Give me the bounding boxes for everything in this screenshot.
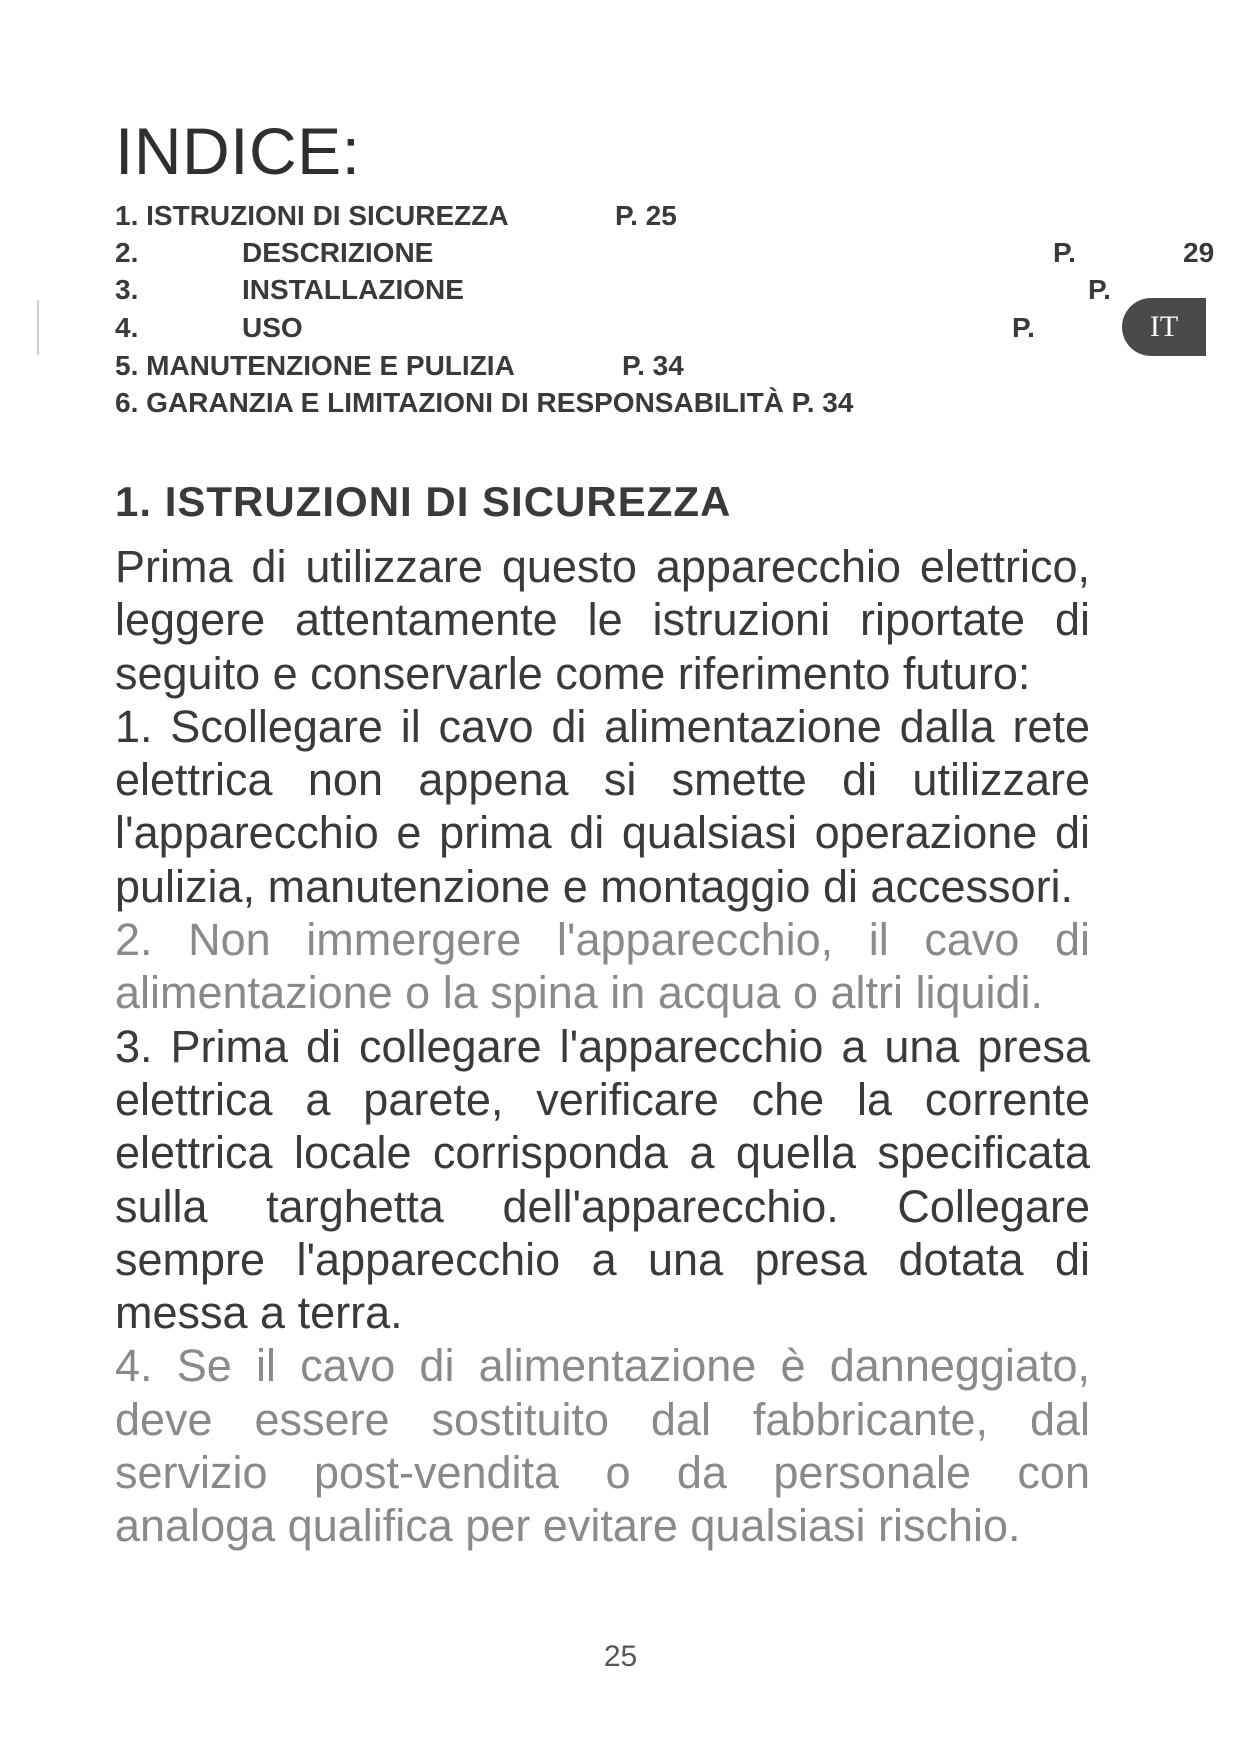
toc-item-label: 1. ISTRUZIONI DI SICUREZZA xyxy=(115,200,509,231)
toc-item-label: 6. GARANZIA E LIMITAZIONI DI RESPONSABILITÀ P. 34 xyxy=(115,387,854,418)
toc-item-label: DESCRIZIONE xyxy=(242,237,434,268)
index-title: INDICE: xyxy=(115,114,361,188)
toc-item-number: 2. xyxy=(115,237,139,268)
toc-item-page: P. xyxy=(1088,274,1111,305)
safety-instructions xyxy=(115,540,1090,1553)
section-title: 1. ISTRUZIONI DI SICUREZZA xyxy=(115,478,732,525)
intro-paragraph: Prima di utilizzare questo apparecchio elettrico, leggere attentamente le istruzioni riportate di seguito e conservarle come riferimento futuro: xyxy=(115,541,1090,699)
page-number: 25 xyxy=(603,1640,638,1673)
toc-item-page: P. 34 xyxy=(622,350,684,381)
instruction-item: 3. Prima di collegare l'apparecchio a una presa elettrica a parete, verificare che la corrente elettrica locale corrisponda a quella specificata sulla targhetta dell'apparecchio. Collegare sempre l'apparecchio a una presa dotata di messa a terra. xyxy=(115,1020,1090,1339)
toc-item-label: USO xyxy=(242,312,303,343)
toc-item-page-number: 29 xyxy=(1183,237,1215,268)
toc-item-number: 4. xyxy=(115,312,139,343)
toc-item-label: 5. MANUTENZIONE E PULIZIA xyxy=(115,350,515,381)
margin-line xyxy=(37,300,39,355)
toc-item-number: 3. xyxy=(115,274,139,305)
instruction-item: 4. Se il cavo di alimentazione è danneggiato, deve essere sostituito dal fabbricante, dal servizio post-vendita o da personale con analoga qualifica per evitare qualsiasi rischio. xyxy=(115,1340,1090,1552)
instruction-item: 1. Scollegare il cavo di alimentazione dalla rete elettrica non appena si smette di utilizzare l'apparecchio e prima di qualsiasi operazione di pulizia, manutenzione e montaggio di accessori. xyxy=(115,700,1090,912)
toc-item-label: INSTALLAZIONE xyxy=(242,274,464,305)
instruction-item: 2. Non immergere l'apparecchio, il cavo di alimentazione o la spina in acqua o altri liquidi. xyxy=(115,914,1090,1019)
toc-item-page: P. 25 xyxy=(615,200,677,231)
language-tab[interactable]: IT xyxy=(1122,298,1206,356)
toc-item-page: P. xyxy=(1012,312,1035,343)
toc-item-page: P. xyxy=(1053,237,1076,268)
